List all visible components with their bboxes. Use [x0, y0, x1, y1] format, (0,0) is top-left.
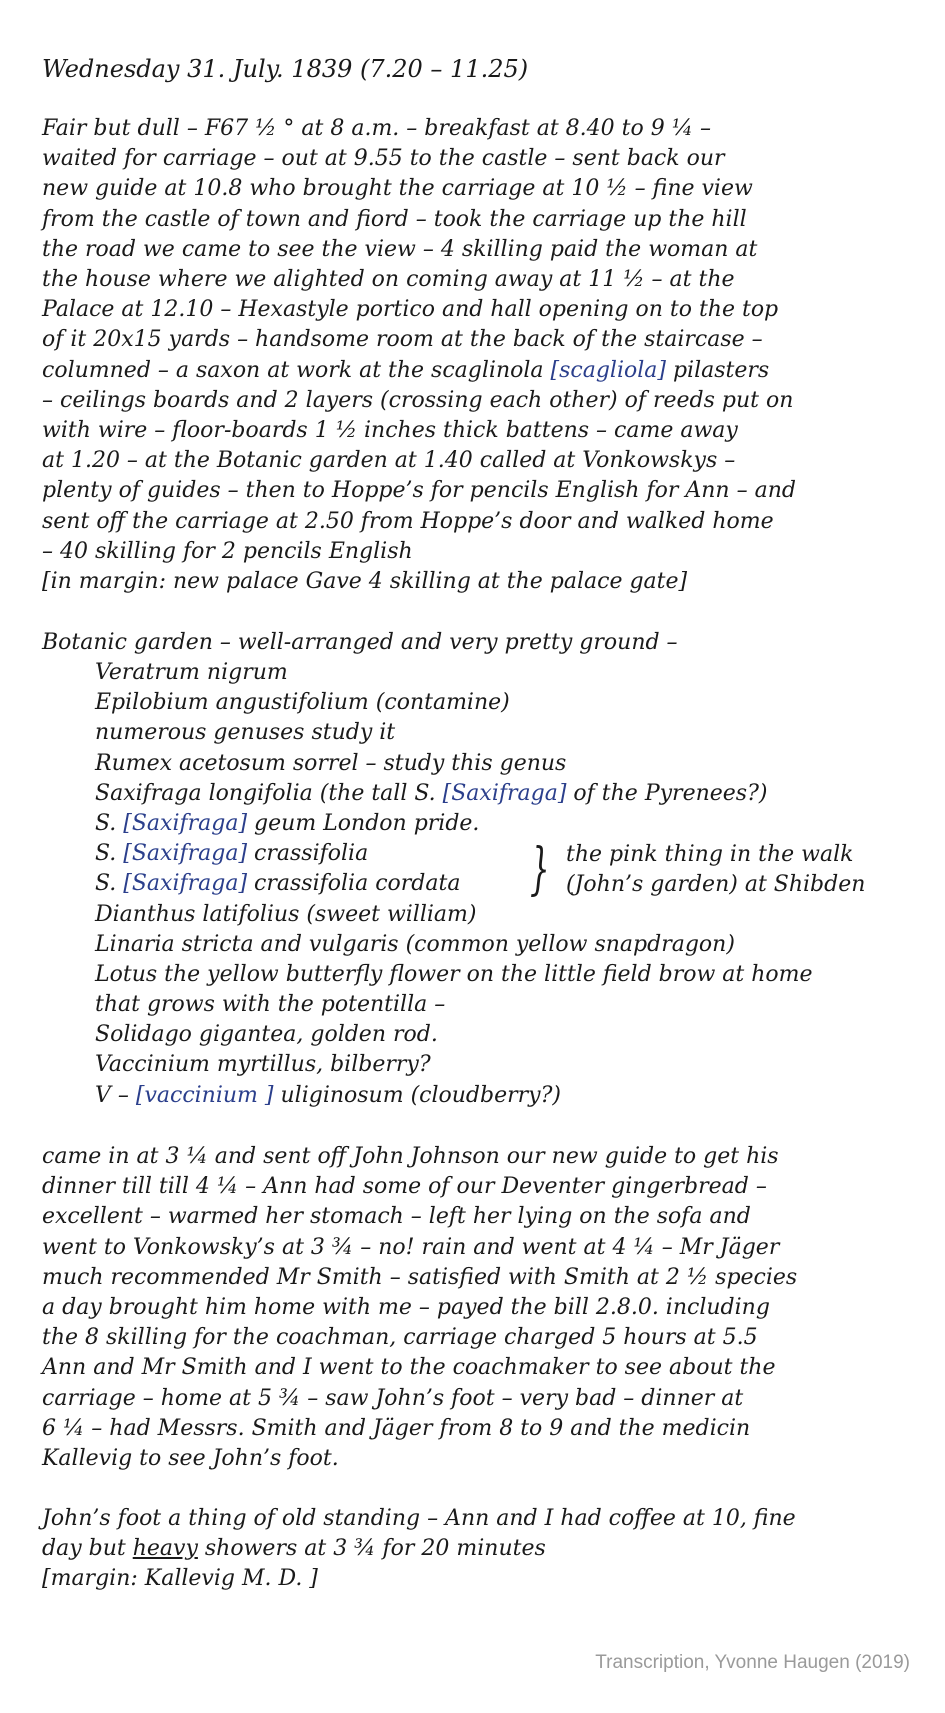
- text-line: the 8 skilling for the coachman, carriage charged 5 hours at 5.5: [42, 1325, 758, 1351]
- text-line: sent off the carriage at 2.50 from Hoppe’s door and walked home: [42, 508, 774, 534]
- margin-note: [in margin: new palace Gave 4 skilling at the palace gate]: [42, 569, 688, 595]
- botanic-garden-heading: Botanic garden – well-arranged and very pretty ground –: [42, 630, 678, 655]
- text-line: Ann and Mr Smith and I went to the coachmaker to see about the: [42, 1355, 776, 1381]
- text-line: carriage – home at 5 ¾ – saw John’s foot – very bad – dinner at: [42, 1385, 744, 1411]
- text-line: – ceilings boards and 2 layers (crossing each other) of reeds put on: [42, 387, 794, 413]
- plant-item: [95, 809, 813, 839]
- text-fragment: columned – a saxon at work at the scaglinola: [42, 357, 551, 383]
- plant-item: [95, 779, 813, 809]
- editorial-correction: [Saxifraga]: [442, 780, 567, 806]
- brace-note: [566, 840, 865, 900]
- text-fragment: S.: [95, 810, 124, 836]
- text-line: much recommended Mr Smith – satisfied with Smith at 2 ½ species: [42, 1264, 798, 1290]
- text-fragment: showers at 3 ¾ for 20 minutes: [197, 1536, 546, 1562]
- transcription-credit: Transcription, Yvonne Haugen (2019): [595, 1652, 910, 1673]
- plant-item: Veratrum nigrum: [95, 660, 288, 685]
- text-fragment: crassifolia: [247, 841, 369, 867]
- text-fragment: crassifolia cordata: [247, 871, 461, 897]
- margin-note: [margin: Kallevig M. D. ]: [42, 1566, 318, 1592]
- plant-item: [95, 1081, 813, 1111]
- text-fragment: uliginosum (cloudberry?): [273, 1082, 561, 1108]
- text-fragment: day but: [42, 1536, 133, 1562]
- text-fragment: S.: [95, 871, 124, 897]
- brace-note-line: (John’s garden) at Shibden: [566, 872, 866, 898]
- botanic-heading-block: [42, 628, 910, 658]
- text-line: with wire – floor-boards 1 ½ inches thick battens – came away: [42, 418, 738, 444]
- plant-item: numerous genuses study it: [95, 720, 396, 746]
- text-line: Kallevig to see John’s foot.: [42, 1446, 339, 1472]
- plant-item: that grows with the potentilla –: [95, 992, 446, 1018]
- text-fragment: V –: [95, 1082, 136, 1108]
- text-line: Fair but dull – F67 ½ ° at 8 a.m. – breakfast at 8.40 to 9 ¼ –: [42, 116, 712, 141]
- text-line: Palace at 12.10 – Hexastyle portico and hall opening on to the top: [42, 297, 779, 323]
- text-line: 6 ¼ – had Messrs. Smith and Jäger from 8 to 9 and the medicin: [42, 1415, 751, 1441]
- text-fragment: of the Pyrenees?): [566, 780, 768, 806]
- text-line: the road we came to see the view – 4 skilling paid the woman at: [42, 236, 758, 262]
- brace-note-line: the pink thing in the walk: [566, 842, 854, 867]
- text-line: [42, 356, 910, 386]
- underlined-word: heavy: [132, 1536, 198, 1562]
- paragraph-morning: [42, 114, 910, 597]
- text-fragment: geum London pride.: [247, 810, 480, 836]
- editorial-correction: [Saxifraga]: [123, 871, 248, 897]
- brace-glyph: }: [530, 837, 550, 902]
- plant-item: Dianthus latifolius (sweet william): [95, 901, 477, 927]
- plant-item: Linaria stricta and vulgaris (common yellow snapdragon): [95, 931, 735, 957]
- text-line: – 40 skilling for 2 pencils English: [42, 538, 413, 564]
- text-line: new guide at 10.8 who brought the carriage at 10 ½ – fine view: [42, 176, 753, 202]
- paragraph-afternoon: [42, 1142, 910, 1474]
- editorial-correction: [Saxifraga]: [123, 841, 248, 867]
- plant-item: Vaccinium myrtillus, bilberry?: [95, 1052, 431, 1078]
- text-line: at 1.20 – at the Botanic garden at 1.40 called at Vonkowskys –: [42, 448, 736, 474]
- text-line: dinner till till 4 ¼ – Ann had some of our Deventer gingerbread –: [42, 1174, 767, 1200]
- plant-item: Rumex acetosum sorrel – study this genus: [95, 750, 567, 776]
- plant-item: Lotus the yellow butterfly flower on the little field brow at home: [95, 961, 813, 987]
- text-line: John’s foot a thing of old standing – Ann and I had coffee at 10, fine: [42, 1506, 796, 1531]
- paragraph-evening: [42, 1504, 910, 1595]
- text-line: waited for carriage – out at 9.55 to the castle – sent back our: [42, 146, 725, 172]
- text-fragment: S.: [95, 841, 124, 867]
- text-line: excellent – warmed her stomach – left her lying on the sofa and: [42, 1204, 751, 1230]
- text-line: went to Vonkowsky’s at 3 ¾ – no! rain and went at 4 ¼ – Mr Jäger: [42, 1234, 780, 1260]
- editorial-correction: [Saxifraga]: [123, 810, 248, 836]
- text-line: the house where we alighted on coming away at 11 ½ – at the: [42, 267, 735, 293]
- text-line: came in at 3 ¼ and sent off John Johnson our new guide to get his: [42, 1144, 779, 1169]
- entry-date-heading: Wednesday 31. July. 1839 (7.20 – 11.25): [42, 55, 529, 83]
- plant-item: Epilobium angustifolium (contamine): [95, 690, 510, 716]
- text-fragment: pilasters: [665, 357, 770, 383]
- plant-item: Solidago gigantea, golden rod.: [95, 1022, 438, 1048]
- editorial-correction: [scagliola]: [550, 357, 666, 383]
- text-line: from the castle of town and fiord – took the carriage up the hill: [42, 206, 747, 232]
- text-line: of it 20x15 yards – handsome room at the back of the staircase –: [42, 327, 763, 353]
- text-line: a day brought him home with me – payed the bill 2.8.0. including: [42, 1295, 770, 1321]
- editorial-correction: [vaccinium ]: [135, 1082, 274, 1108]
- text-line: plenty of guides – then to Hoppe’s for pencils English for Ann – and: [42, 478, 796, 504]
- text-fragment: Saxifraga longifolia (the tall S.: [95, 780, 443, 806]
- text-line: [42, 1534, 910, 1564]
